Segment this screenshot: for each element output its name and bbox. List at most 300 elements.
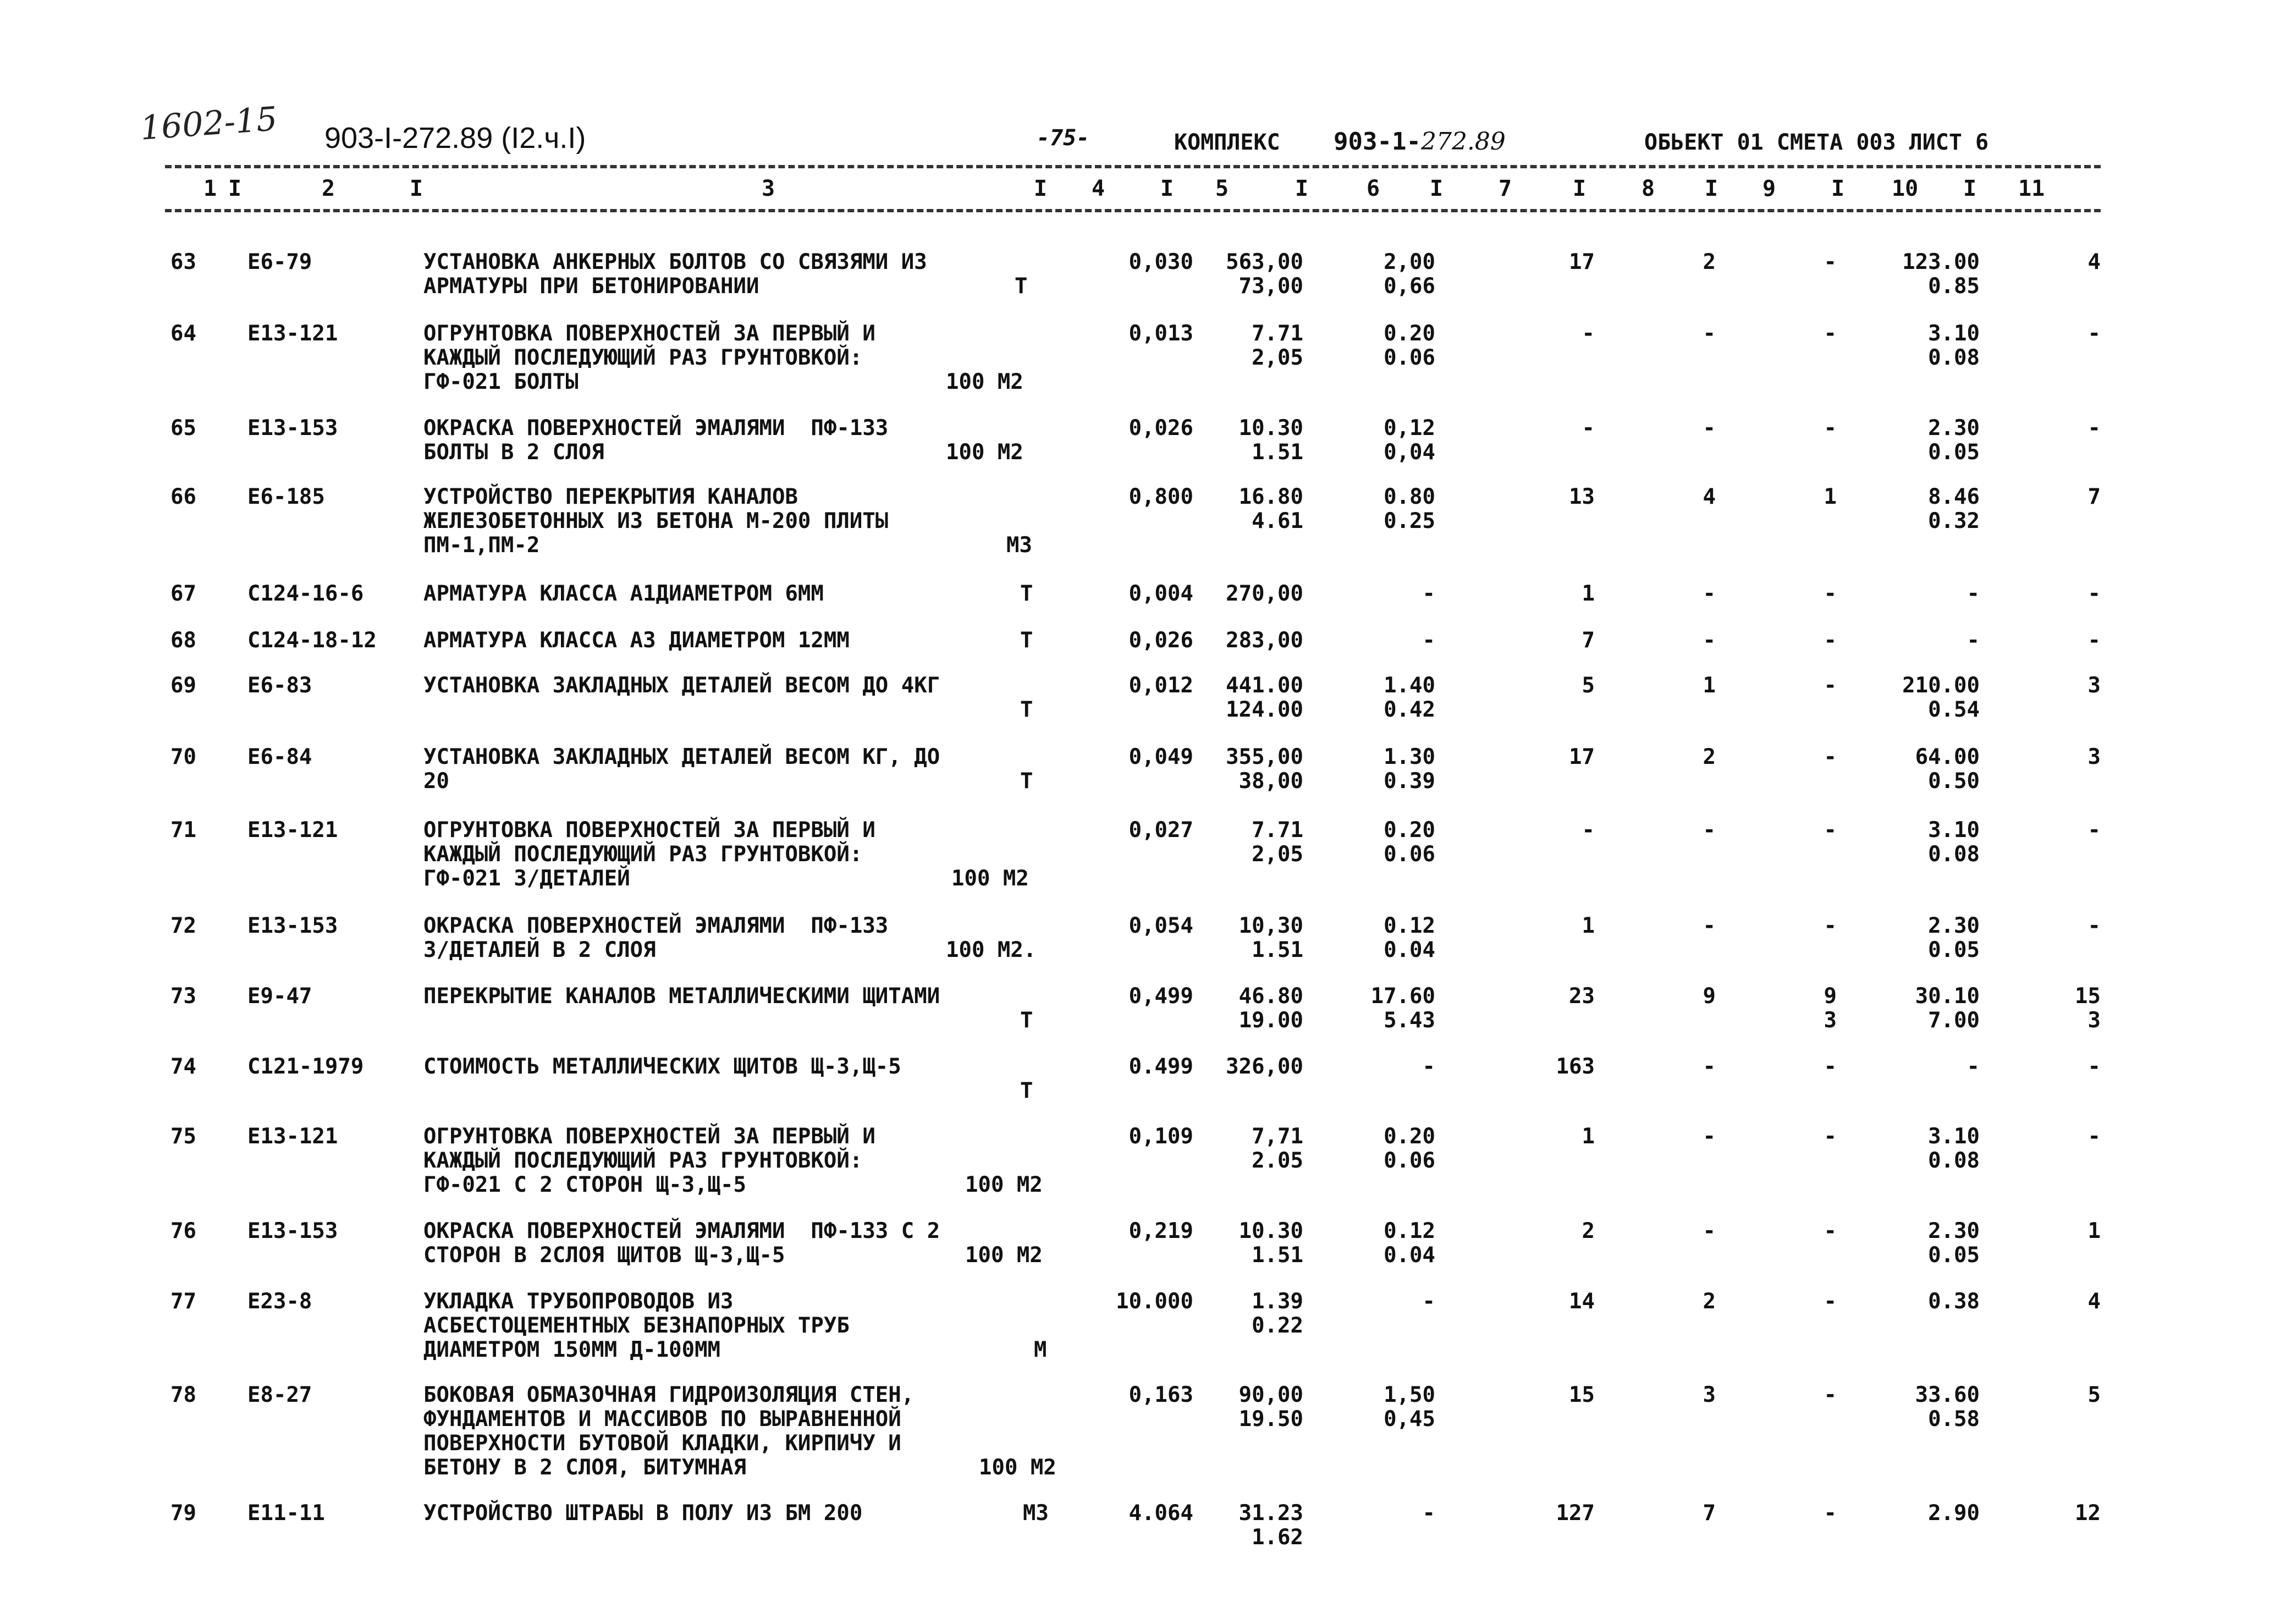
- cell-line: 38,00: [1238, 769, 1303, 794]
- column-divider: I: [410, 176, 423, 201]
- column-divider: I: [228, 176, 242, 201]
- description-line: КАЖДЫЙ ПОСЛЕДУЮЩИЙ РАЗ ГРУНТОВКОЙ:: [423, 345, 863, 370]
- cell-line: -: [1422, 1501, 1435, 1526]
- unit-of-measure: 100 М2: [965, 1243, 1043, 1268]
- cell-line: 123.00: [1902, 250, 1980, 274]
- col-6-value: [1314, 818, 1435, 867]
- unit-of-measure: М: [1034, 1337, 1047, 1362]
- col-8-value: 2: [1703, 250, 1716, 274]
- col-5-value: [1193, 674, 1303, 722]
- quantity: 0,013: [1128, 321, 1193, 346]
- col-10-value: [1848, 984, 1980, 1033]
- col-7-value: 15: [1569, 1383, 1595, 1407]
- rate-code: E6-79: [247, 250, 312, 274]
- col-5-value: [1193, 485, 1303, 533]
- unit-of-measure: 100 М2.: [946, 938, 1037, 962]
- unit-of-measure: Т: [1020, 697, 1033, 722]
- rate-code: E8-27: [247, 1383, 312, 1407]
- cell-line: 270,00: [1226, 581, 1303, 606]
- cell-line: 124.00: [1226, 697, 1303, 722]
- row-number: 79: [170, 1501, 196, 1526]
- col-5-value: [1193, 250, 1303, 299]
- cell-line: 1.51: [1252, 440, 1303, 465]
- description-line: БЕТОНУ В 2 СЛОЯ, БИТУМНАЯ: [423, 1455, 746, 1480]
- quantity: 0,027: [1128, 818, 1193, 843]
- row-number: 71: [170, 818, 196, 843]
- col-9-value: -: [1824, 913, 1837, 938]
- col-9-value: -: [1824, 628, 1837, 653]
- col-5-value: [1193, 1219, 1303, 1268]
- cell-line: 5.43: [1384, 1008, 1435, 1033]
- col-10-value: [1848, 1290, 1980, 1314]
- col-11-value: -: [2087, 416, 2101, 441]
- col-7-value: 127: [1556, 1501, 1595, 1526]
- description-line: ОГРУНТОВКА ПОВЕРХНОСТЕЙ ЗА ПЕРВЫЙ И: [423, 818, 875, 843]
- col-10-value: [1848, 1125, 1980, 1173]
- col-11-value: 15 3: [2075, 984, 2101, 1033]
- rate-code: C121-1979: [247, 1054, 364, 1079]
- col-6-value: [1314, 984, 1435, 1033]
- col-11-value: 1: [2087, 1219, 2101, 1243]
- cell-line: -: [1966, 1054, 1980, 1079]
- col-5-value: [1193, 322, 1303, 370]
- cell-line: 0.08: [1928, 842, 1980, 867]
- cell-line: -: [1422, 581, 1435, 606]
- cell-line: 0.42: [1384, 697, 1435, 722]
- col-7-value: -: [1582, 818, 1595, 843]
- rate-code: E6-83: [247, 673, 312, 698]
- col-9-value: -: [1824, 1501, 1837, 1526]
- description-line: ОКРАСКА ПОВЕРХНОСТЕЙ ЭМАЛЯМИ ПФ-133 С 2: [423, 1219, 940, 1243]
- row-number: 66: [170, 485, 196, 509]
- unit-of-measure: М3: [1023, 1501, 1049, 1526]
- column-divider: I: [1295, 176, 1309, 201]
- row-number: 75: [170, 1124, 196, 1149]
- description-line: ПМ-1,ПМ-2: [423, 533, 540, 558]
- col-9-value: -: [1824, 250, 1837, 274]
- page-number: -75-: [1037, 125, 1090, 151]
- description-line: БОКОВАЯ ОБМАЗОЧНАЯ ГИДРОИЗОЛЯЦИЯ СТЕН,: [423, 1383, 915, 1407]
- description-line: ОКРАСКА ПОВЕРХНОСТЕЙ ЭМАЛЯМИ ПФ-133: [423, 913, 889, 938]
- column-divider: I: [1963, 176, 1977, 201]
- col-10-value: [1848, 485, 1980, 533]
- quantity: 0,012: [1128, 673, 1193, 698]
- description-line: УКЛАДКА ТРУБОПРОВОДОВ ИЗ: [423, 1289, 734, 1314]
- cell-line: 3.10: [1928, 818, 1980, 843]
- col-6-value: [1314, 674, 1435, 722]
- col-header-6: 6: [1367, 176, 1380, 201]
- quantity: 0,030: [1128, 250, 1193, 274]
- column-divider: I: [1430, 176, 1444, 201]
- cell-line: 355,00: [1226, 745, 1303, 769]
- col-8-value: 1: [1703, 673, 1716, 698]
- quantity: 0,026: [1128, 416, 1193, 441]
- cell-line: 0.85: [1928, 274, 1980, 299]
- unit-of-measure: Т: [1020, 581, 1033, 606]
- row-number: 73: [170, 984, 196, 1009]
- quantity: 0,499: [1128, 984, 1193, 1009]
- cell-line: 10.30: [1238, 416, 1303, 441]
- cell-line: 0,12: [1384, 416, 1435, 441]
- col-header-5: 5: [1215, 176, 1229, 201]
- cell-line: 2.30: [1928, 1219, 1980, 1243]
- col-11-value: 3: [2087, 745, 2101, 769]
- col-7-value: 23: [1569, 984, 1595, 1009]
- work-description: [423, 1055, 1056, 1079]
- description-line: ЖЕЛЕЗОБЕТОННЫХ ИЗ БЕТОНА М-200 ПЛИТЫ: [423, 509, 889, 533]
- cell-line: 283,00: [1226, 628, 1303, 653]
- cell-line: 441.00: [1226, 673, 1303, 698]
- unit-of-measure: 100 М2: [951, 866, 1029, 891]
- description-line: ОГРУНТОВКА ПОВЕРХНОСТЕЙ ЗА ПЕРВЫЙ И: [423, 321, 875, 346]
- col-11-value: 4: [2087, 1289, 2101, 1314]
- cell-line: 0,45: [1384, 1407, 1435, 1432]
- description-line: ДИАМЕТРОМ 150ММ Д-100ММ: [423, 1337, 721, 1362]
- rate-code: E11-11: [247, 1501, 325, 1526]
- col-8-value: -: [1703, 1054, 1716, 1079]
- cell-line: 1.40: [1384, 673, 1435, 698]
- cell-line: 19.00: [1238, 1008, 1303, 1033]
- quantity: 0.499: [1128, 1054, 1193, 1079]
- col-6-value: [1314, 1383, 1435, 1432]
- col-8-value: -: [1703, 1124, 1716, 1149]
- col-9-value: -: [1824, 1219, 1837, 1243]
- col-7-value: 14: [1569, 1289, 1595, 1314]
- col-8-value: 4: [1703, 485, 1716, 509]
- col-8-value: 9: [1703, 984, 1716, 1009]
- description-line: УСТРОЙСТВО ШТРАБЫ В ПОЛУ ИЗ БМ 200: [423, 1501, 863, 1526]
- row-number: 65: [170, 416, 196, 441]
- col-8-value: 3: [1703, 1383, 1716, 1407]
- col-11-value: 3: [2087, 673, 2101, 698]
- description-line: БОЛТЫ В 2 СЛОЯ: [423, 440, 604, 465]
- col-8-value: -: [1703, 416, 1716, 441]
- complex-label: КОМПЛЕКС: [1174, 130, 1280, 155]
- row-number: 67: [170, 581, 196, 606]
- quantity: 0,219: [1128, 1219, 1193, 1243]
- row-number: 63: [170, 250, 196, 274]
- col-6-value: [1314, 914, 1435, 962]
- cell-line: 7.71: [1252, 321, 1303, 346]
- col-11-value: -: [2087, 321, 2101, 346]
- col-header-10: 10: [1892, 176, 1919, 201]
- description-line: АРМАТУРА КЛАССА А3 ДИАМЕТРОМ 12ММ: [423, 628, 850, 653]
- col-7-value: 1: [1582, 581, 1595, 606]
- cell-line: 0.05: [1928, 440, 1980, 465]
- cell-line: 0.08: [1928, 345, 1980, 370]
- col-11-value: 5: [2087, 1383, 2101, 1407]
- cell-line: 0.39: [1384, 769, 1435, 794]
- cell-line: 16.80: [1238, 485, 1303, 509]
- work-description: [423, 1219, 1056, 1268]
- description-line: СТОИМОСТЬ МЕТАЛЛИЧЕСКИХ ЩИТОВ Щ-3,Щ-5: [423, 1054, 901, 1079]
- col-5-value: [1193, 745, 1303, 794]
- cell-line: 0.54: [1928, 697, 1980, 722]
- rate-code: E13-153: [247, 913, 338, 938]
- col-9-value: -: [1824, 818, 1837, 843]
- description-line: З/ДЕТАЛЕЙ В 2 СЛОЯ: [423, 938, 656, 962]
- row-number: 76: [170, 1219, 196, 1243]
- cell-line: 0.04: [1384, 1243, 1435, 1268]
- rate-code: E13-121: [247, 1124, 338, 1149]
- unit-of-measure: 100 М2: [946, 440, 1023, 465]
- description-line: КАЖДЫЙ ПОСЛЕДУЮЩИЙ РАЗ ГРУНТОВКОЙ:: [423, 1148, 863, 1173]
- cell-line: 0.22: [1252, 1313, 1303, 1338]
- work-description: [423, 674, 1056, 698]
- work-description: [423, 250, 1056, 299]
- col-11-value: 4: [2087, 250, 2101, 274]
- cell-line: 2.90: [1928, 1501, 1980, 1526]
- cell-line: 1.51: [1252, 938, 1303, 962]
- col-5-value: [1193, 1501, 1303, 1550]
- col-6-value: [1314, 1290, 1435, 1314]
- col-9-value: -: [1824, 416, 1837, 441]
- col-10-value: [1848, 1383, 1980, 1432]
- cell-line: 0.20: [1384, 321, 1435, 346]
- col-5-value: [1193, 818, 1303, 867]
- col-9-value: -: [1824, 1124, 1837, 1149]
- cell-line: 7.00: [1928, 1008, 1980, 1033]
- col-9-value: 1: [1824, 485, 1837, 509]
- col-header-11: 11: [2018, 176, 2045, 201]
- cell-line: 31.23: [1238, 1501, 1303, 1526]
- col-8-value: 2: [1703, 745, 1716, 769]
- document-code: 903-I-272.89 (I2.ч.I): [324, 122, 586, 155]
- cell-line: 0.06: [1384, 842, 1435, 867]
- handwritten-note: 1602-15: [139, 100, 279, 148]
- quantity: 0,163: [1128, 1383, 1193, 1407]
- col-8-value: -: [1703, 1219, 1716, 1243]
- cell-line: 2,05: [1252, 842, 1303, 867]
- col-11-value: -: [2087, 581, 2101, 606]
- row-number: 70: [170, 745, 196, 769]
- unit-of-measure: Т: [1020, 1078, 1033, 1103]
- cell-line: 1.30: [1384, 745, 1435, 769]
- description-line: 20: [423, 769, 449, 794]
- cell-line: 2.30: [1928, 913, 1980, 938]
- col-10-value: [1848, 674, 1980, 722]
- col-5-value: [1193, 1055, 1303, 1079]
- col-7-value: 17: [1569, 250, 1595, 274]
- col-8-value: 2: [1703, 1289, 1716, 1314]
- col-9-value: -: [1824, 745, 1837, 769]
- col-11-value: -: [2087, 818, 2101, 843]
- cell-line: 2,00: [1384, 250, 1435, 274]
- col-header-7: 7: [1499, 176, 1512, 201]
- cell-line: 1.62: [1252, 1525, 1303, 1550]
- cell-line: -: [1422, 628, 1435, 653]
- row-number: 77: [170, 1289, 196, 1314]
- col-6-value: [1314, 1501, 1435, 1526]
- cell-line: 1,50: [1384, 1383, 1435, 1407]
- cell-line: 0,66: [1384, 274, 1435, 299]
- col-10-value: [1848, 416, 1980, 465]
- rate-code: C124-16-6: [247, 581, 364, 606]
- cell-line: -: [1966, 581, 1980, 606]
- work-description: [423, 745, 1056, 794]
- col-10-value: [1848, 1501, 1980, 1526]
- col-9-value: -: [1824, 1289, 1837, 1314]
- row-number: 72: [170, 913, 196, 938]
- col-10-value: [1848, 629, 1980, 653]
- cell-line: 4.61: [1252, 509, 1303, 533]
- col-header-9: 9: [1762, 176, 1776, 201]
- work-description: [423, 582, 1056, 606]
- description-line: ГФ-021 БОЛТЫ: [423, 370, 579, 394]
- work-description: [423, 629, 1056, 653]
- description-line: УСТАНОВКА АНКЕРНЫХ БОЛТОВ СО СВЯЗЯМИ ИЗ: [423, 250, 927, 274]
- cell-line: 0.80: [1384, 485, 1435, 509]
- col-10-value: [1848, 1219, 1980, 1268]
- col-7-value: -: [1582, 321, 1595, 346]
- quantity: 4.064: [1128, 1501, 1193, 1526]
- col-5-value: [1193, 914, 1303, 962]
- col-11-value: -: [2087, 1124, 2101, 1149]
- rate-code: E6-185: [247, 485, 325, 509]
- col-6-value: [1314, 416, 1435, 465]
- cell-line: 30.10: [1915, 984, 1980, 1009]
- col-10-value: [1848, 322, 1980, 370]
- col-6-value: [1314, 629, 1435, 653]
- description-line: ФУНДАМЕНТОВ И МАССИВОВ ПО ВЫРАВНЕННОЙ: [423, 1407, 901, 1432]
- cell-line: 0.50: [1928, 769, 1980, 794]
- column-divider: I: [1831, 176, 1845, 201]
- complex-code-handwritten: 272.89: [1420, 128, 1506, 156]
- col-9-value: -: [1824, 673, 1837, 698]
- col-8-value: -: [1703, 628, 1716, 653]
- cell-line: 326,00: [1226, 1054, 1303, 1079]
- quantity: 0,109: [1128, 1124, 1193, 1149]
- col-7-value: 1: [1582, 1124, 1595, 1149]
- cell-line: 64.00: [1915, 745, 1980, 769]
- quantity: 10.000: [1116, 1289, 1193, 1314]
- col-7-value: -: [1582, 416, 1595, 441]
- col-9-value: -: [1824, 321, 1837, 346]
- row-number: 78: [170, 1383, 196, 1407]
- description-line: УСТРОЙСТВО ПЕРЕКРЫТИЯ КАНАЛОВ: [423, 485, 798, 509]
- col-8-value: -: [1703, 321, 1716, 346]
- description-line: ГФ-021 З/ДЕТАЛЕЙ: [423, 866, 630, 891]
- cell-line: -: [1422, 1054, 1435, 1079]
- col-9-value: -: [1824, 581, 1837, 606]
- unit-of-measure: Т: [1020, 628, 1033, 653]
- cell-line: 210.00: [1902, 673, 1980, 698]
- cell-line: 7.71: [1252, 818, 1303, 843]
- col-11-value: -: [2087, 628, 2101, 653]
- column-divider: I: [1034, 176, 1048, 201]
- col-header-2: 2: [322, 176, 335, 201]
- cell-line: 0.08: [1928, 1148, 1980, 1173]
- quantity: 0,049: [1128, 745, 1193, 769]
- column-divider: I: [1573, 176, 1587, 201]
- unit-of-measure: 100 М2: [946, 370, 1023, 394]
- cell-line: 0.12: [1384, 1219, 1435, 1243]
- col-7-value: 13: [1569, 485, 1595, 509]
- col-6-value: [1314, 745, 1435, 794]
- quantity: 0,004: [1128, 581, 1193, 606]
- col-6-value: [1314, 582, 1435, 606]
- cell-line: 10.30: [1238, 1219, 1303, 1243]
- rate-code: E23-8: [247, 1289, 312, 1314]
- column-divider: I: [1705, 176, 1718, 201]
- header-bottom-rule: [165, 209, 2101, 212]
- col-6-value: [1314, 485, 1435, 533]
- col-11-value: -: [2087, 913, 2101, 938]
- work-description: [423, 1383, 1056, 1480]
- cell-line: 2.05: [1252, 1148, 1303, 1173]
- cell-line: 19.50: [1238, 1407, 1303, 1432]
- cell-line: 0.58: [1928, 1407, 1980, 1432]
- work-description: [423, 1501, 1056, 1526]
- col-8-value: -: [1703, 581, 1716, 606]
- col-8-value: 7: [1703, 1501, 1716, 1526]
- description-line: ПОВЕРХНОСТИ БУТОВОЙ КЛАДКИ, КИРПИЧУ И: [423, 1431, 901, 1456]
- unit-of-measure: Т: [1015, 274, 1028, 299]
- cell-line: 0.20: [1384, 1124, 1435, 1149]
- quantity: 0,800: [1128, 485, 1193, 509]
- unit-of-measure: М3: [1006, 533, 1032, 558]
- col-5-value: [1193, 416, 1303, 465]
- description-line: ПЕРЕКРЫТИЕ КАНАЛОВ МЕТАЛЛИЧЕСКИМИ ЩИТАМИ: [423, 984, 940, 1009]
- cell-line: 73,00: [1238, 274, 1303, 299]
- work-description: [423, 1125, 1056, 1197]
- cell-line: 0.06: [1384, 345, 1435, 370]
- col-7-value: 1: [1582, 913, 1595, 938]
- col-7-value: 163: [1556, 1054, 1595, 1079]
- work-description: [423, 984, 1056, 1009]
- description-line: СТОРОН В 2СЛОЯ ЩИТОВ Щ-3,Щ-5: [423, 1243, 785, 1268]
- col-10-value: [1848, 1055, 1980, 1079]
- col-10-value: [1848, 914, 1980, 962]
- col-7-value: 7: [1582, 628, 1595, 653]
- rate-code: C124-18-12: [247, 628, 377, 653]
- description-line: УСТАНОВКА ЗАКЛАДНЫХ ДЕТАЛЕЙ ВЕСОМ КГ, ДО: [423, 745, 940, 769]
- rate-code: E13-121: [247, 818, 338, 843]
- work-description: [423, 1290, 1056, 1362]
- cell-line: 1.51: [1252, 1243, 1303, 1268]
- col-10-value: [1848, 818, 1980, 867]
- col-10-value: [1848, 250, 1980, 299]
- col-9-value: -: [1824, 1383, 1837, 1407]
- cell-line: 1.39: [1252, 1289, 1303, 1314]
- col-6-value: [1314, 1055, 1435, 1079]
- cell-line: 0.04: [1384, 938, 1435, 962]
- col-10-value: [1848, 745, 1980, 794]
- col-8-value: -: [1703, 913, 1716, 938]
- col-5-value: [1193, 1125, 1303, 1173]
- complex-code-prefix: 903-1-: [1334, 128, 1421, 156]
- cell-line: 7,71: [1252, 1124, 1303, 1149]
- cell-line: -: [1422, 1289, 1435, 1314]
- cell-line: 17.60: [1370, 984, 1435, 1009]
- col-6-value: [1314, 1219, 1435, 1268]
- unit-of-measure: 100 М2: [979, 1455, 1056, 1480]
- description-line: КАЖДЫЙ ПОСЛЕДУЮЩИЙ РАЗ ГРУНТОВКОЙ:: [423, 842, 863, 867]
- work-description: [423, 485, 1056, 558]
- rate-code: E9-47: [247, 984, 312, 1009]
- cell-line: 3.10: [1928, 1124, 1980, 1149]
- row-number: 74: [170, 1054, 196, 1079]
- col-9-value: -: [1824, 1054, 1837, 1079]
- row-number: 64: [170, 321, 196, 346]
- description-line: ОГРУНТОВКА ПОВЕРХНОСТЕЙ ЗА ПЕРВЫЙ И: [423, 1124, 875, 1149]
- rate-code: E6-84: [247, 745, 312, 769]
- col-5-value: [1193, 984, 1303, 1033]
- col-6-value: [1314, 250, 1435, 299]
- cell-line: 0.12: [1384, 913, 1435, 938]
- top-rule: [165, 165, 2101, 168]
- unit-of-measure: 100 М2: [965, 1172, 1043, 1197]
